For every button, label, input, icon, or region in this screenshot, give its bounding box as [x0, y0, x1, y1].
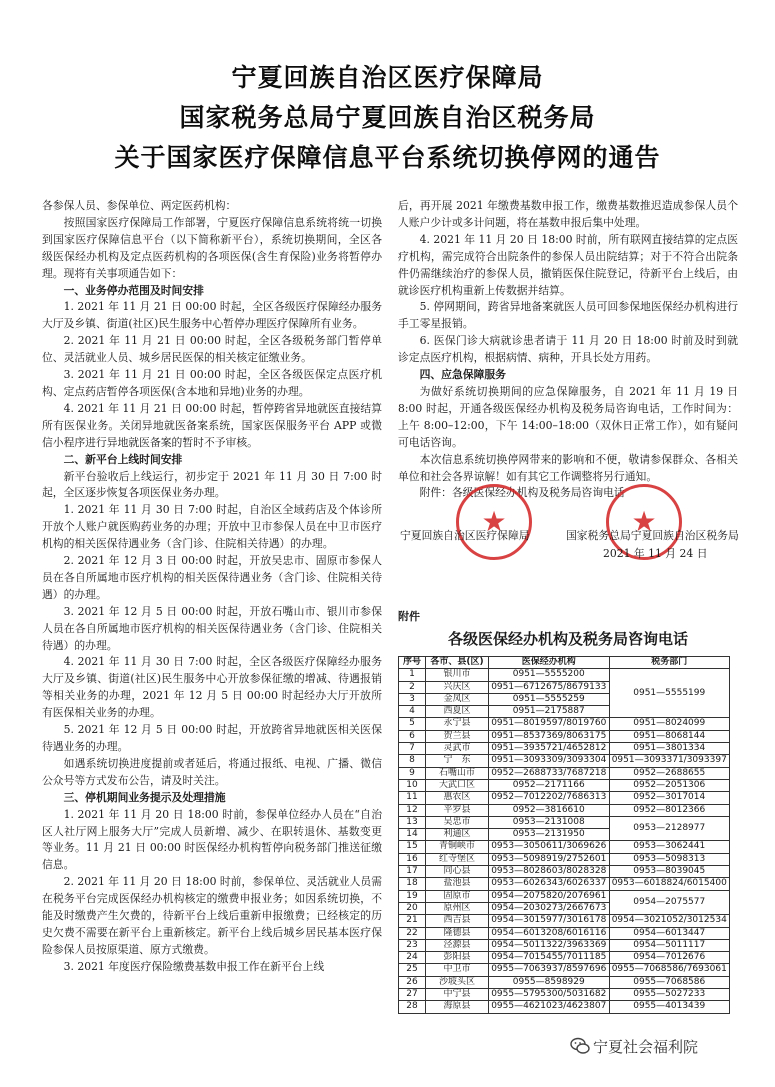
row-index: 19: [399, 890, 426, 902]
table-row: [399, 792, 730, 804]
tax-phone-cell: 0954—5011117: [609, 939, 730, 951]
paragraph: 1. 2021 年 11 月 20 日 18:00 时前，参保单位经办人员在“自治区人社厅网上服务大厅”完成人员新增、减少、在职转退休、基数变更等业务。11 月 21 日 00:00 时医保经办机构暂停向税务部门推送征缴信息。: [42, 807, 382, 872]
medical-phone-cell: 0954—2030273/2667673: [489, 902, 610, 914]
tax-phone-cell: 0953—6018824/6015400: [609, 878, 730, 890]
paragraph: 5. 2021 年 12 月 5 日 00:00 时起，开放跨省异地就医相关医保待遇业务的办理。: [42, 723, 382, 753]
medical-phone-cell: 0953—5098919/2752601: [489, 853, 610, 865]
watermark: [570, 1036, 698, 1057]
region-cell: 青铜峡市: [426, 841, 489, 853]
medical-phone-cell: 0951—2175887: [489, 706, 610, 718]
row-index: 17: [399, 866, 426, 878]
row-index: 27: [399, 989, 426, 1001]
table-row: [399, 755, 730, 767]
medical-phone-cell: 0953—6026343/6026337: [489, 878, 610, 890]
row-index: 18: [399, 878, 426, 890]
paragraph: 4. 2021 年 11 月 21 日 00:00 时起，暂停跨省异地就医直接结算所有医保业务。关闭异地就医备案系统，国家医保服务平台 APP 或微信小程序进行异地就医备案的暂时不予审核。: [42, 401, 382, 449]
signature-org-2: 国家税务总局宁夏回族自治区税务局: [566, 529, 739, 543]
section-heading: 一、业务停办范围及时间安排: [63, 283, 204, 297]
table-row: [399, 718, 730, 730]
row-index: 20: [399, 902, 426, 914]
seal-star-icon: ★: [481, 505, 507, 539]
medical-phone-cell: 0951—5555259: [489, 693, 610, 705]
left-column: [42, 198, 382, 976]
paragraph: 2. 2021 年 11 月 21 日 00:00 时起，全区各级税务部门暂停单位、灵活就业人员、城乡居民医保的相关核定征缴业务。: [42, 334, 382, 365]
tax-phone-cell: 0953—8039045: [609, 866, 730, 878]
region-cell: 金凤区: [426, 693, 489, 705]
medical-phone-cell: 0954—2075820/2076961: [489, 890, 610, 902]
paragraph: 2. 2021 年 12 月 3 日 00:00 时起，开放吴忠市、固原市参保人员在各自所属地市医疗机构的相关医保待遇业务（含门诊、住院相关待遇）的办理。: [42, 554, 382, 601]
header-cell: 税务部门: [609, 657, 730, 669]
title-line-3: 关于国家医疗保障信息平台系统切换停网的通告: [114, 143, 661, 172]
table-row: [399, 853, 730, 865]
tax-phone-cell: 0955—7068586/7693061: [609, 964, 730, 976]
medical-phone-cell: 0955—8598929: [489, 976, 610, 988]
table-row: [399, 1001, 730, 1013]
table-row: [399, 767, 730, 779]
title-line-1: 宁夏回族自治区医疗保障局: [231, 63, 544, 92]
region-cell: 西吉县: [426, 915, 489, 927]
header-cell: 序号: [399, 657, 426, 669]
medical-phone-cell: 0951—8537369/8063175: [489, 730, 610, 742]
table-row: [399, 730, 730, 742]
row-index: 26: [399, 976, 426, 988]
tax-phone-cell: 0955—5027233: [609, 989, 730, 1001]
attachment-label: 附件: [398, 610, 420, 623]
row-index: 5: [399, 718, 426, 730]
table-row: [399, 878, 730, 890]
row-index: 13: [399, 816, 426, 828]
tax-phone-cell: 0953—5098313: [609, 853, 730, 865]
signature-block: [398, 505, 739, 588]
medical-phone-cell: 0954—6013208/6016116: [489, 927, 610, 939]
medical-phone-cell: 0955—4621023/4623807: [489, 1001, 610, 1013]
row-index: 1: [399, 669, 426, 681]
region-cell: 西夏区: [426, 706, 489, 718]
medical-phone-cell: 0953—8028603/8028328: [489, 866, 610, 878]
paragraph: 3. 2021 年度医疗保险缴费基数申报工作在新平台上线: [63, 959, 325, 973]
table-header-row: [399, 657, 730, 669]
paragraph: 新平台验收后上线运行，初步定于 2021 年 11 月 30 日 7:00 时起，全区逐步恢复各项医保业务办理。: [42, 469, 382, 500]
paragraph: 各参保人员、参保单位、两定医药机构：: [42, 199, 237, 212]
row-index: 7: [399, 743, 426, 755]
region-cell: 石嘴山市: [426, 767, 489, 779]
table-row: [399, 804, 730, 816]
tax-phone-cell: 0952—2051306: [609, 779, 730, 791]
tax-phone-cell: 0954—6013447: [609, 927, 730, 939]
paragraph: 3. 2021 年 11 月 21 日 00:00 时起，全区各级医保定点医疗机构、定点药店暂停各项医保(含本地和异地)业务的办理。: [42, 368, 382, 398]
medical-phone-cell: 0951—3093309/3093304: [489, 755, 610, 767]
notice-title: [0, 58, 775, 178]
tax-phone-cell: 0955—4013439: [609, 1001, 730, 1013]
tax-phone-cell: 0955—7068586: [609, 976, 730, 988]
tax-phone-cell: 0952—3017014: [609, 792, 730, 804]
paragraph: 1. 2021 年 11 月 30 日 7:00 时起，自治区全域药店及个体诊所开放个人账户就医购药业务的办理；开放中卫市参保人员在中卫市医疗机构的相关医保待遇业务（含门诊、住院相关待遇）的办理。: [42, 503, 382, 551]
paragraph: 附件：各级医保经办机构及税务局咨询电话: [419, 486, 625, 500]
region-cell: 中宁县: [426, 989, 489, 1001]
tax-phone-cell: 0954—2075577: [609, 890, 730, 915]
table-row: [399, 915, 730, 927]
medical-phone-cell: 0954—3015977/3016178: [489, 915, 610, 927]
section-heading: 二、新平台上线时间安排: [63, 452, 183, 466]
row-index: 24: [399, 952, 426, 964]
table-row: [399, 927, 730, 939]
region-cell: 海原县: [426, 1001, 489, 1013]
table-row: [399, 841, 730, 853]
table-row: [399, 816, 730, 828]
table-row: [399, 779, 730, 791]
region-cell: 盐池县: [426, 878, 489, 890]
paragraph: 4. 2021 年 11 月 30 日 7:00 时起，全区各级医疗保障经办服务大厅及乡镇、街道(社区)民生服务中心开放参保征缴的增减、待遇报销等相关业务的办理，2021 年 12 月 5 日 00:00 时起经办大厅开放所有医保相关业务的办理。: [42, 655, 382, 720]
paragraph: 如遇系统切换进度提前或者延后，将通过报纸、电视、广播、微信公众号等方式发布公告，请及时关注。: [42, 756, 382, 787]
region-cell: 永宁县: [426, 718, 489, 730]
attachment-title: 各级医保经办机构及税务局咨询电话: [447, 630, 688, 648]
tax-phone-cell: 0953—2128977: [609, 816, 730, 841]
row-index: 28: [399, 1001, 426, 1013]
region-cell: 贺兰县: [426, 730, 489, 742]
medical-phone-cell: 0953—3050611/3069626: [489, 841, 610, 853]
medical-phone-cell: 0952—2171166: [489, 779, 610, 791]
row-index: 2: [399, 681, 426, 693]
region-cell: 平罗县: [426, 804, 489, 816]
tax-phone-cell: 0951—8068144: [609, 730, 730, 742]
medical-phone-cell: 0951—3935721/4652812: [489, 743, 610, 755]
row-index: 23: [399, 939, 426, 951]
contact-table: [398, 656, 730, 1014]
tax-phone-cell: 0954—7012676: [609, 952, 730, 964]
paragraph: 5. 停网期间，跨省异地备案就医人员可回参保地医保经办机构进行手工零星报销。: [398, 300, 738, 331]
region-cell: 沙坡头区: [426, 976, 489, 988]
table-row: [399, 890, 730, 902]
table-row: [399, 964, 730, 976]
row-index: 9: [399, 767, 426, 779]
tax-phone-cell: 0954—3021052/3012534: [609, 915, 730, 927]
tax-phone-cell: 0951—8024099: [609, 718, 730, 730]
table-row: [399, 939, 730, 951]
medical-phone-cell: 0955—5795300/5031682: [489, 989, 610, 1001]
row-index: 12: [399, 804, 426, 816]
medical-phone-cell: 0955—7063937/8597696: [489, 964, 610, 976]
region-cell: 泾源县: [426, 939, 489, 951]
table-row: [399, 743, 730, 755]
medical-phone-cell: 0951—5555200: [489, 669, 610, 681]
medical-phone-cell: 0954—7015455/7011185: [489, 952, 610, 964]
row-index: 25: [399, 964, 426, 976]
section-heading: 三、停机期间业务提示及处理措施: [63, 790, 226, 804]
tax-phone-cell: 0951—3093371/3093397: [609, 755, 730, 767]
region-cell: 隆德县: [426, 927, 489, 939]
seal-star-icon: ★: [631, 505, 657, 539]
tax-phone-cell: 0952—8012366: [609, 804, 730, 816]
region-cell: 原州区: [426, 902, 489, 914]
header-cell: 医保经办机构: [489, 657, 610, 669]
paragraph: 6. 医保门诊大病就诊患者请于 11 月 20 日 18:00 时前及时到就诊定点医疗机构，根据病情、病种，开具长处方用药。: [398, 334, 738, 365]
header-cell: 各市、县(区): [426, 657, 489, 669]
medical-phone-cell: 0951—6712675/8679133: [489, 681, 610, 693]
row-index: 4: [399, 706, 426, 718]
medical-phone-cell: 0954—5011322/3963369: [489, 939, 610, 951]
table-row: [399, 976, 730, 988]
region-cell: 灵武市: [426, 743, 489, 755]
row-index: 3: [399, 693, 426, 705]
region-cell: 中卫市: [426, 964, 489, 976]
region-cell: 宁 东: [426, 755, 489, 767]
region-cell: 固原市: [426, 890, 489, 902]
region-cell: 红寺堡区: [426, 853, 489, 865]
table-row: [399, 669, 730, 681]
region-cell: 吴忠市: [426, 816, 489, 828]
row-index: 14: [399, 829, 426, 841]
medical-phone-cell: 0952—7012202/7686313: [489, 792, 610, 804]
row-index: 15: [399, 841, 426, 853]
paragraph: 4. 2021 年 11 月 20 日 18:00 时前，所有联网直接结算的定点医疗机构，需完成符合出院条件的参保人员出院结算；对于不符合出院条件仍需继续治疗的参保人员，撤销医保住院登记，待新平台上线后，由就诊医疗机构重新上传数据并结算。: [398, 232, 738, 297]
table-row: [399, 866, 730, 878]
medical-phone-cell: 0951—8019597/8019760: [489, 718, 610, 730]
paragraph: 按照国家医疗保障局工作部署，宁夏医疗保障信息系统将统一切换到国家医疗保障信息平台（以下简称新平台），系统切换期间，全区各级医保经办机构及定点医药机构的各项医保(含生育保险)业务将暂停办理。现将有关事项通告如下：: [42, 215, 382, 280]
region-cell: 大武口区: [426, 779, 489, 791]
paragraph: 后，再开展 2021 年缴费基数申报工作，缴费基数推迟造成参保人员个人账户少计或多计问题，将在基数申报后集中处理。: [398, 199, 738, 229]
row-index: 21: [399, 915, 426, 927]
medical-phone-cell: 0953—2131008: [489, 816, 610, 828]
medical-phone-cell: 0952—2688733/7687218: [489, 767, 610, 779]
signature-date: 2021 年 11 月 24 日: [603, 547, 708, 561]
right-paragraphs: [398, 198, 738, 502]
region-cell: 彭阳县: [426, 952, 489, 964]
region-cell: 利通区: [426, 829, 489, 841]
row-index: 10: [399, 779, 426, 791]
tax-phone-cell: 0953—3062441: [609, 841, 730, 853]
region-cell: 兴庆区: [426, 681, 489, 693]
medical-phone-cell: 0952—3816610: [489, 804, 610, 816]
signature-org-1: 宁夏回族自治区医疗保障局: [400, 529, 530, 543]
row-index: 11: [399, 792, 426, 804]
paragraph: 3. 2021 年 12 月 5 日 00:00 时起，开放石嘴山市、银川市参保人员在各自所属地市医疗机构的相关医保待遇业务（含门诊、住院相关待遇）的办理。: [42, 604, 382, 652]
paragraph: 为做好系统切换期间的应急保障服务，自 2021 年 11 月 19 日 8:00 时起，开通各级医保经办机构及税务局咨询电话，工作时间为：上午 8:00–12:00，下午 14:00–18:00（双休日正常工作），如有疑问可电话咨询。: [398, 384, 738, 449]
wechat-icon: [570, 1036, 590, 1056]
paragraph: 2. 2021 年 11 月 20 日 18:00 时前，参保单位、灵活就业人员需在税务平台完成医保经办机构核定的缴费申报业务；如因系统切换，不能及时缴费产生欠费的，待新平台上线后重新申报缴费；已经核定的历史欠费不需要在新平台上重新核定。新平台上线后城乡居民基本医疗保险参保人员按原渠道、原方式缴费。: [42, 875, 382, 956]
row-index: 8: [399, 755, 426, 767]
table-row: [399, 989, 730, 1001]
watermark-text: 宁夏社会福利院: [593, 1038, 699, 1056]
row-index: 22: [399, 927, 426, 939]
tax-phone-cell: 0952—2688655: [609, 767, 730, 779]
section-heading: 四、应急保障服务: [419, 368, 506, 382]
title-line-2: 国家税务总局宁夏回族自治区税务局: [179, 103, 596, 132]
right-column: [398, 198, 738, 588]
paragraph: 本次信息系统切换停网带来的影响和不便，敬请参保群众、各相关单位和社会各界谅解！如有其它工作调整将另行通知。: [398, 452, 738, 483]
paragraph: 1. 2021 年 11 月 21 日 00:00 时起，全区各级医疗保障经办服务大厅及乡镇、街道(社区)民生服务中心暂停办理医疗保障所有业务。: [42, 300, 382, 331]
official-seal-1: [456, 484, 532, 560]
region-cell: 惠农区: [426, 792, 489, 804]
tax-phone-cell: 0951—3801334: [609, 743, 730, 755]
region-cell: 同心县: [426, 866, 489, 878]
region-cell: 银川市: [426, 669, 489, 681]
tax-phone-cell: 0951—5555199: [609, 669, 730, 718]
table-row: [399, 952, 730, 964]
row-index: 6: [399, 730, 426, 742]
row-index: 16: [399, 853, 426, 865]
medical-phone-cell: 0953—2131950: [489, 829, 610, 841]
